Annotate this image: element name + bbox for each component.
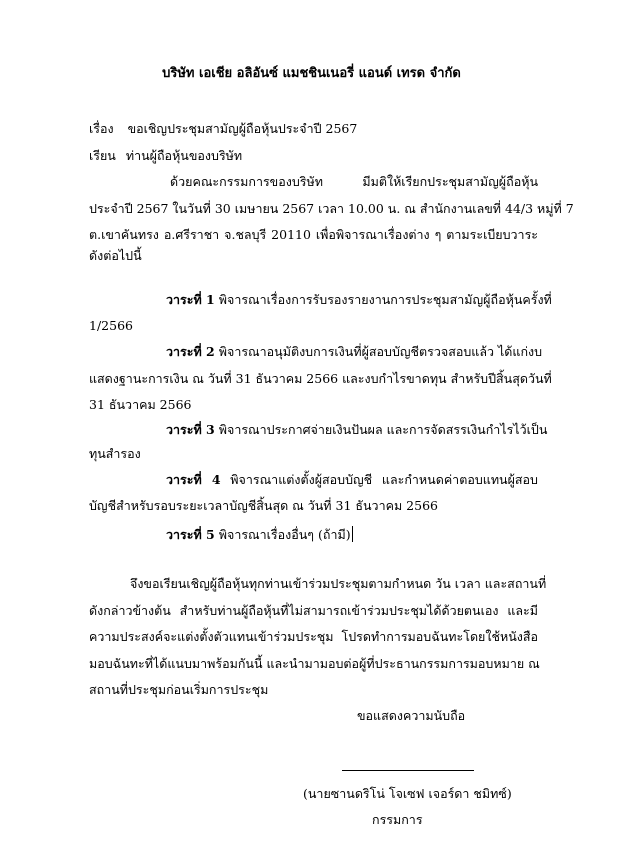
closing-line-2: ดังกล่าวข้างต้น สำหรับท่านผู้ถือหุ้นที่ไม่สามารถเข้าร่วมประชุมได้ด้วยตนเอง และมี <box>89 603 538 618</box>
agenda-item-1 <box>166 292 552 308</box>
intro-line-2: ประจำปี 2567 ในวันที่ 30 เมษายน 2567 เวลา 10.00 น. ณ สำนักงานเลขที่ 44/3 หมู่ที่ 7 <box>89 201 574 216</box>
intro-line-4: ดังต่อไปนี้ <box>89 248 142 263</box>
recipient-label: เรียน <box>89 148 116 163</box>
subject-text: ขอเชิญประชุมสามัญผู้ถือหุ้นประจำปี 2567 <box>127 121 358 136</box>
agenda-text-5: พิจารณาเรื่องอื่นๆ (ถ้ามี) <box>218 527 351 542</box>
agenda-text-4: พิจารณาแต่งตั้งผู้สอบบัญชี และกำหนดค่าตอบแทนผู้สอบ <box>230 472 538 487</box>
closing-line-1: จึงขอเรียนเชิญผู้ถือหุ้นทุกท่านเข้าร่วมประชุมตามกำหนด วัน เวลา และสถานที่ <box>130 576 547 591</box>
agenda-text-2: พิจารณาอนุมัติงบการเงินที่ผู้สอบบัญชีตรวจสอบแล้ว ได้แก่งบ <box>218 344 543 359</box>
intro-line-1: ด้วยคณะกรรมการของบริษัท มีมติให้เรียกประชุมสามัญผู้ถือหุ้น <box>170 174 538 189</box>
agenda-item-3 <box>166 422 548 438</box>
agenda-item-5 <box>166 526 353 543</box>
closing-line-5: สถานที่ประชุมก่อนเริ่มการประชุม <box>89 682 269 697</box>
intro-line-3: ต.เขาคันทรง อ.ศรีราชา จ.ชลบุรี 20110 เพื่อพิจารณาเรื่องต่าง ๆ ตามระเบียบวาระ <box>89 227 538 242</box>
agenda-label-4: วาระที่ 4 <box>166 472 221 487</box>
recipient-text: ท่านผู้ถือหุ้นของบริษัท <box>125 148 243 163</box>
agenda-3-line-2: ทุนสำรอง <box>89 446 141 461</box>
subject-line <box>89 121 357 137</box>
agenda-label-5: วาระที่ 5 <box>166 527 215 542</box>
signatory-position: กรรมการ <box>372 812 423 827</box>
agenda-label-3: วาระที่ 3 <box>166 422 215 437</box>
signatory-name: (นายซานดริโน่ โจเซฟ เจอร์ดา ชมิทซ์) <box>303 786 512 801</box>
agenda-label-2: วาระที่ 2 <box>166 344 215 359</box>
subject-label: เรื่อง <box>89 121 114 136</box>
agenda-text-1: พิจารณาเรื่องการรับรองรายงานการประชุมสามัญผู้ถือหุ้นครั้งที่ <box>218 292 552 307</box>
agenda-1-line-2: 1/2566 <box>89 318 133 333</box>
agenda-label-1: วาระที่ 1 <box>166 292 215 307</box>
text-cursor <box>352 526 353 542</box>
recipient-line <box>89 148 242 164</box>
agenda-2-line-2: แสดงฐานะการเงิน ณ วันที่ 31 ธันวาคม 2566 และงบกำไรขาดทุน สำหรับปีสิ้นสุดวันที่ <box>89 371 552 386</box>
signature-line <box>342 770 474 771</box>
agenda-item-4 <box>166 472 538 488</box>
agenda-text-3: พิจารณาประกาศจ่ายเงินปันผล และการจัดสรรเงินกำไรไว้เป็น <box>218 422 548 437</box>
closing-line-3: ความประสงค์จะแต่งตั้งตัวแทนเข้าร่วมประชุม โปรดทำการมอบฉันทะโดยใช้หนังสือ <box>89 629 538 644</box>
regards-text: ขอแสดงความนับถือ <box>357 708 466 723</box>
closing-line-4: มอบฉันทะที่ได้แนบมาพร้อมกันนี้ และนำมามอบต่อผู้ที่ประธานกรรมการมอบหมาย ณ <box>89 656 540 671</box>
agenda-item-2 <box>166 344 543 360</box>
agenda-2-line-3: 31 ธันวาคม 2566 <box>89 397 192 412</box>
company-name: บริษัท เอเชีย อลิอันซ์ แมชชินเนอรี่ แอนด์ เทรด จำกัด <box>162 66 461 81</box>
agenda-4-line-2: บัญชีสำหรับรอบระยะเวลาบัญชีสิ้นสุด ณ วันที่ 31 ธันวาคม 2566 <box>89 498 438 513</box>
